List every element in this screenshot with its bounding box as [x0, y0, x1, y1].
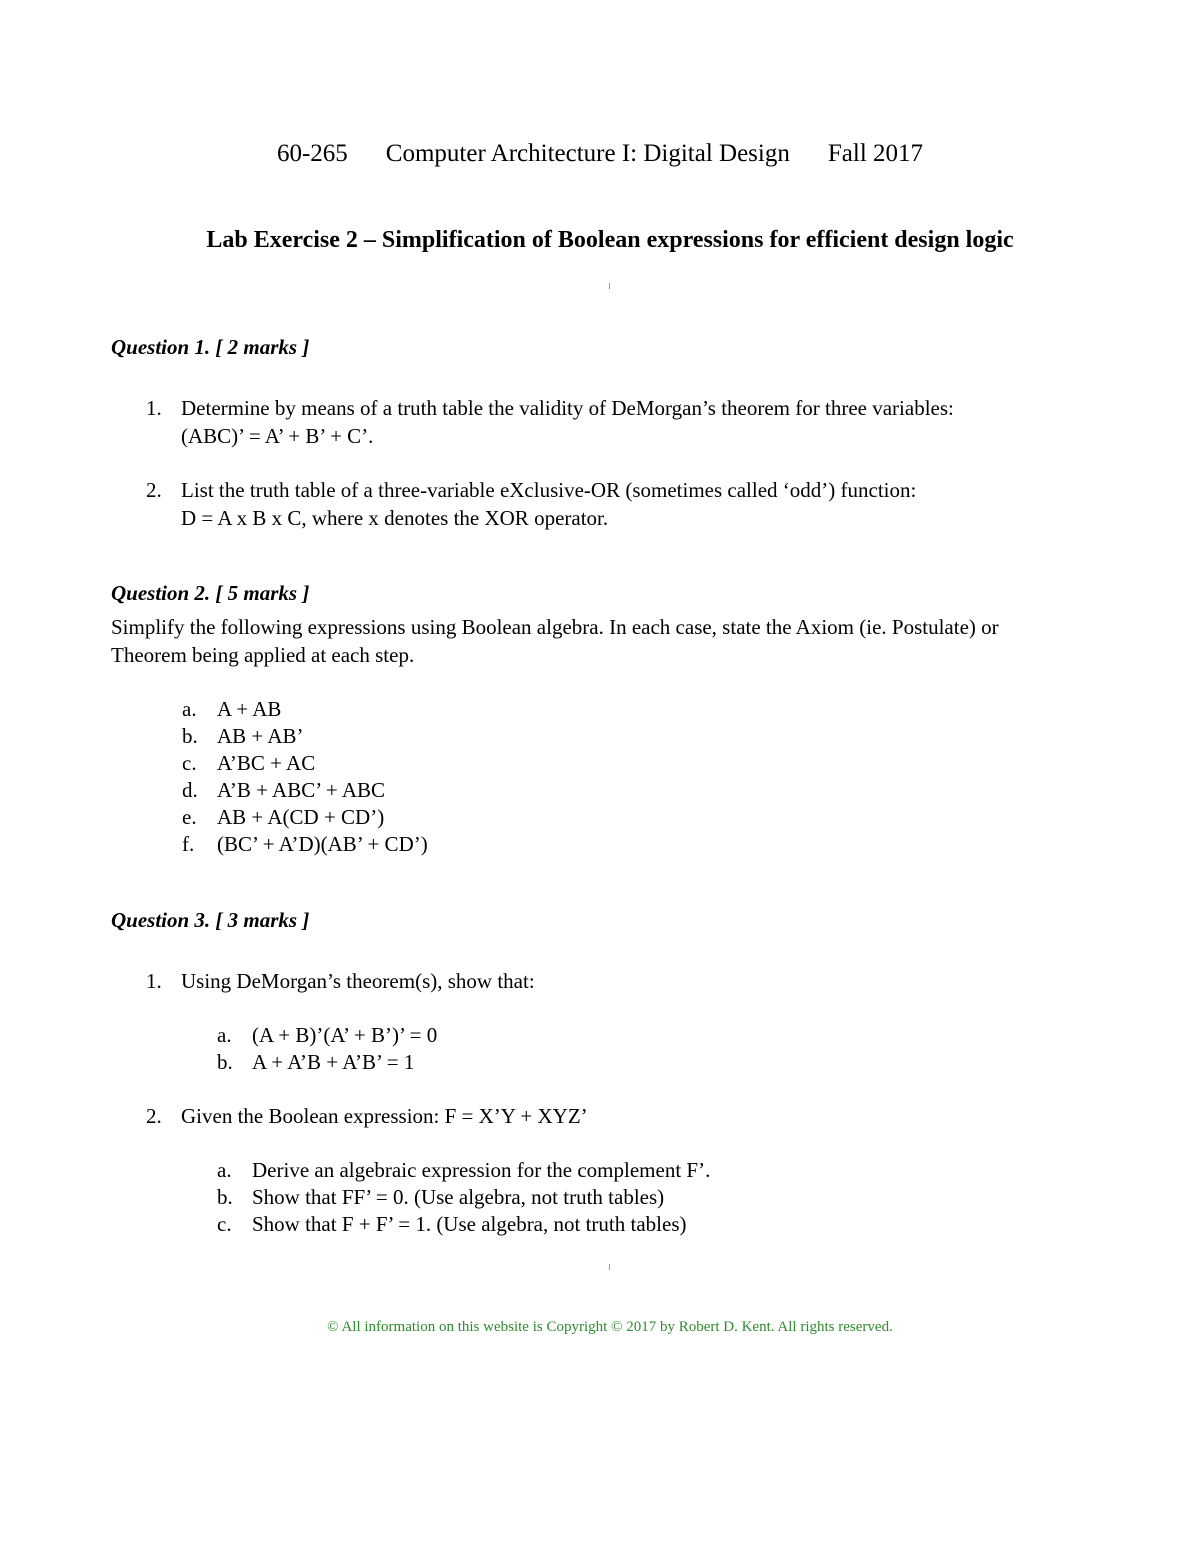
- course-code: 60-265: [276, 140, 348, 167]
- q2-intro-line-2: Theorem being applied at each step.: [111, 643, 415, 667]
- copyright-notice: © All information on this website is Copyright © 2017 by Robert D. Kent. All rights reserved.: [327, 1319, 893, 1335]
- q3-item-1a-letter: a.: [217, 1023, 232, 1047]
- q3-item-2b-letter: b.: [217, 1185, 233, 1209]
- question-2-heading: Question 2. [ 5 marks ]: [111, 581, 310, 605]
- q1-item-2-line-2: D = A x B x C, where x denotes the XOR operator.: [181, 506, 609, 530]
- course-term: Fall 2017: [827, 140, 924, 167]
- q1-item-2-line-1: List the truth table of a three-variable eXclusive-OR (sometimes called ‘odd’) function:: [181, 478, 917, 502]
- q3-item-2a-expression: Derive an algebraic expression for the complement F’.: [252, 1158, 711, 1182]
- q3-item-2b-expression: Show that FF’ = 0. (Use algebra, not truth tables): [252, 1185, 665, 1209]
- q3-item-2c-letter: c.: [217, 1212, 232, 1236]
- course-name: Computer Architecture I: Digital Design: [385, 140, 790, 167]
- q2-item-a-letter: a.: [182, 697, 197, 721]
- q2-item-f-expression: (BC’ + A’D)(AB’ + CD’): [217, 832, 428, 856]
- q2-item-e-expression: AB + A(CD + CD’): [217, 805, 385, 829]
- question-1-heading: Question 1. [ 2 marks ]: [111, 335, 310, 359]
- q1-item-1-line-1: Determine by means of a truth table the validity of DeMorgan’s theorem for three variables:: [181, 396, 954, 420]
- q1-item-1-number: 1.: [146, 396, 162, 420]
- q1-item-2-number: 2.: [146, 478, 162, 502]
- q2-item-d-letter: d.: [182, 778, 198, 802]
- q2-intro-line-1: Simplify the following expressions using Boolean algebra. In each case, state the Axiom (ie. Postulate) or: [111, 615, 999, 639]
- q2-item-e-letter: e.: [182, 805, 197, 829]
- q2-item-b-letter: b.: [182, 724, 198, 748]
- q3-item-1-number: 1.: [146, 969, 162, 993]
- q3-item-1-text: Using DeMorgan’s theorem(s), show that:: [181, 969, 535, 993]
- course-header: [0, 140, 1200, 168]
- q3-item-1b-letter: b.: [217, 1050, 233, 1074]
- q3-item-2-text: Given the Boolean expression: F = X’Y + XYZ’: [181, 1104, 588, 1128]
- lab-title: Lab Exercise 2 – Simplification of Boolean expressions for efficient design logic: [206, 227, 1014, 253]
- q3-item-1b-expression: A + A’B + A’B’ = 1: [252, 1050, 415, 1074]
- q3-item-1a-expression: (A + B)’(A’ + B’)’ = 0: [252, 1023, 438, 1047]
- q3-item-2c-expression: Show that F + F’ = 1. (Use algebra, not truth tables): [252, 1212, 687, 1236]
- q2-item-f-letter: f.: [182, 832, 195, 856]
- question-3-heading: Question 3. [ 3 marks ]: [111, 908, 310, 932]
- q2-item-d-expression: A’B + ABC’ + ABC: [217, 778, 385, 802]
- q2-item-a-expression: A + AB: [217, 697, 282, 721]
- q2-item-c-expression: A’BC + AC: [217, 751, 316, 775]
- divider-tick: [609, 283, 610, 289]
- q2-item-c-letter: c.: [182, 751, 197, 775]
- q3-item-2a-letter: a.: [217, 1158, 232, 1182]
- divider-tick: [609, 1264, 610, 1270]
- q1-item-1-line-2: (ABC)’ = A’ + B’ + C’.: [181, 424, 374, 448]
- q3-item-2-number: 2.: [146, 1104, 162, 1128]
- q2-item-b-expression: AB + AB’: [217, 724, 304, 748]
